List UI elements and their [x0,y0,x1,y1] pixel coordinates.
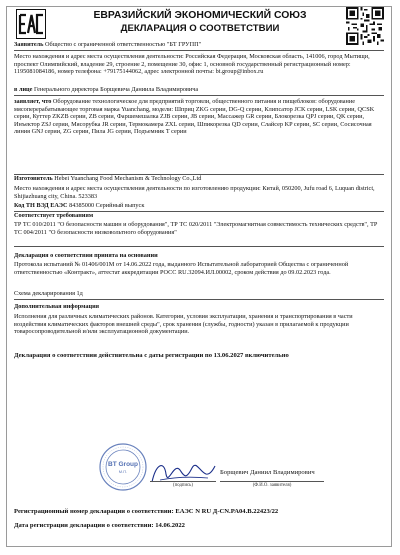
validity-text: Декларация о соответствии действительна с даты регистрации по 13.06.2027 включительно [14,352,289,359]
applicant-person-line [14,86,384,94]
registration-number-label: Регистрационный номер декларации о соответствии: [14,508,174,515]
company-stamp [98,442,148,492]
signer-name: Борщевич Даниил Владимирович [220,469,315,476]
person-name: Генерального директора Борщевича Даниила Владимировича [33,86,199,93]
requirements-text: ТР ТС 010/2011 "О безопасности машин и оборудования", ТР ТС 020/2011 "Электромагнитная совместимость технических средств", ТР ТС 004/2011 "О безопасности низковольтного оборудования" [14,221,378,236]
manufacturer-name: Hebei Yuanchang Food Mechanism & Technology Co.,Ltd [54,175,202,182]
qr-code [346,7,384,45]
union-title: ЕВРАЗИЙСКИЙ ЭКОНОМИЧЕСКИЙ СОЮЗ [93,10,307,21]
applicant-label: Заявитель [14,41,44,48]
applicant-line [14,41,384,49]
hs-code-label: Код ТН ВЭД ЕАЭС [14,202,68,209]
registration-date: 14.06.2022 [155,522,185,529]
applicant-name: Общество с ограниченной ответственностью "БТ ГРУПП" [45,41,202,48]
name-caption: (Ф.И.О. заявителя) [252,483,292,488]
requirements-label: Соответствует требованиям [14,212,94,219]
declaration-title: ДЕКЛАРАЦИЯ О СООТВЕТСТВИИ [120,23,280,34]
registration-number: ЕАЭС N RU Д-CN.PA04.B.22423/22 [175,508,279,515]
declares-block [14,98,384,136]
registration-date-line [14,522,384,530]
person-label: в лице [14,86,33,93]
signature-caption: (подпись) [173,483,193,488]
divider [14,95,384,96]
manufacturer-address: Место нахождения и адрес места осуществления деятельности по изготовлению продукции: Китай, 050200, Jufu road 6, Luquan district, Shijiazhuang city, China. 523383 [14,185,375,200]
manufacturer-label: Изготовитель [14,175,53,182]
stamp-mark: М.П. [118,469,128,474]
basis-text: Протокола испытаний № 01406/001М от 14.06.2022 года, выданного Испытательной лабораторией Общества с ограниченной ответственностью «Контракт», аттестат аккредитации РОСС RU.32094.ИЛ.00002, сроком действия до 09.02.2023 года. [14,261,349,276]
declares-label: заявляет, что [14,98,52,105]
divider [14,299,384,300]
signature-line [150,481,216,482]
additional-text: Исполнения для различных климатических районов. Категории, условия эксплуатации, хранения и транспортирования в части воздействия климатических факторов внешней среды", срок хранения (службы, годности) указан в прилагаемой к продукции товаросопроводительной и/или эксплуатационной документации. [14,313,353,336]
registration-number-line [14,508,384,516]
eac-logo [16,9,46,39]
registration-date-label: Дата регистрации декларации о соответствии: [14,522,154,529]
name-line [220,481,324,482]
manufacturer-line [14,175,384,183]
scheme-text: Схема декларирования 1д [14,290,83,297]
product-description: Оборудование технологическое для предприятий торговли, общественного питания и пищеблоков: оборудование мясоперерабатывающее торговая марка Yuanchang, модели: Шприц ZKG серии, DG-Q серии, Клипсатор JCK серии, LSK серии, QCSK серии, Куттер ZKZB серии, ZB серии, Фаршемешалка ZJB серии, JB серии, Массажер GR серии, Блокорезка QPJ серии, QK серии, Инъектор ZSJ серии, Мясорубка JR серии, Термокамера ZXL серии, Шпикорезка QD серии, Слайсер KP серии, SC серии, Сосисочная линия GNJ серии, ZG серии, Пила JG серии, Подъемник T серии [14,98,375,136]
hs-code-line [14,202,384,210]
applicant-address: Место нахождения и адрес места осуществления деятельности: Российская Федерация, Московская область, 141006, город Мытищи, проспект Олимпийский, владение 29, строение 2, помещение 30, офис 1, основной государственный регистрационный номер: 1195081084186, номер телефона: +79175144062, адрес электронной почты: bt.group@inbox.ru [14,53,370,76]
hs-code-value: 84385000 Серийный выпуск [69,202,145,209]
stamp-text: BT Group [108,461,138,468]
basis-label: Декларация о соответствии принята на основании [14,252,158,259]
additional-label: Дополнительная информация [14,303,100,310]
document-header [56,9,344,35]
divider [14,246,384,247]
divider [14,50,384,51]
